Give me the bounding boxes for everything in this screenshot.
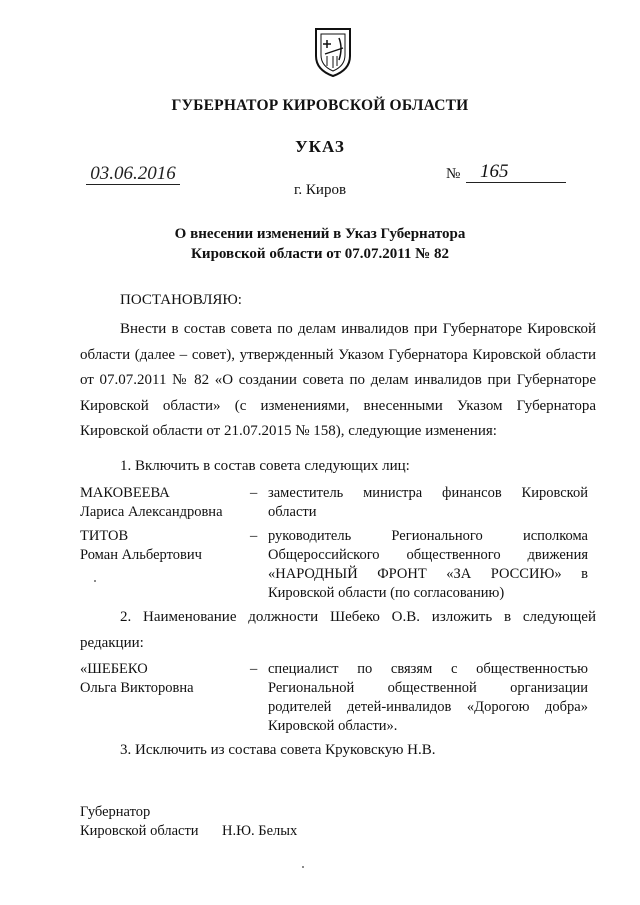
decree-word: ПОСТАНОВЛЯЮ: xyxy=(120,292,242,308)
member-1-name xyxy=(80,484,258,522)
city: г. Киров xyxy=(293,182,347,198)
kirov-coat-of-arms-icon xyxy=(313,26,353,78)
scan-speck xyxy=(302,866,304,868)
decree-number: 165 xyxy=(466,162,566,183)
renamed-member-role: специалист по связям с общественностью Региональной общественной организации родителей детей-инвалидов «Дорогою добра» Кировской области». xyxy=(268,661,588,734)
document-type: УКАЗ xyxy=(295,137,345,156)
member-1-surname: МАКОВЕЕВА xyxy=(80,485,170,501)
item-3: 3. Исключить из состава совета Круковскую Н.В. xyxy=(120,742,436,758)
scan-speck xyxy=(94,580,96,582)
decree-date: 03.06.2016 xyxy=(86,164,180,185)
renamed-member-given-name: Ольга Викторовна xyxy=(80,680,194,696)
member-2-dash: – xyxy=(250,528,258,544)
signature-title-line-1: Губернатор xyxy=(80,804,151,820)
member-2-role: руководитель Регионального исполкома Общероссийского общественного движения «НАРОДНЫЙ ФРОНТ «ЗА РОССИЮ» в Кировской области (по согласованию) xyxy=(268,528,588,601)
member-2-name xyxy=(80,527,258,565)
signature-title-line-2: Кировской области xyxy=(80,823,199,839)
item-2: 2. Наименование должности Шебеко О.В. изложить в следующей редакции: xyxy=(80,609,596,651)
subject-line-1: О внесении изменений в Указ Губернатора xyxy=(174,226,466,242)
renamed-member-name xyxy=(80,660,258,698)
member-1-role: заместитель министра финансов Кировской области xyxy=(268,485,588,520)
signature-name: Н.Ю. Белых xyxy=(222,823,298,839)
number-label: № xyxy=(446,166,461,182)
member-1-dash: – xyxy=(250,485,258,501)
renamed-member-surname: «ШЕБЕКО xyxy=(80,661,148,677)
subject-line-2: Кировской области от 07.07.2011 № 82 xyxy=(191,246,449,262)
item-1: 1. Включить в состав совета следующих лиц: xyxy=(120,458,410,474)
member-1-given-name: Лариса Александровна xyxy=(80,504,223,520)
decree-subject xyxy=(0,224,640,264)
intro-paragraph: Внести в состав совета по делам инвалидов при Губернаторе Кировской области (далее – совет), утвержденный Указом Губернатора Кировской области от 07.07.2011 № 82 «О создании совета по делам инвалидов при Губернаторе Кировской области» (с изменениями, внесенными Указом Губернатора Кировской области от 21.07.2015 № 158), следующие изменения: xyxy=(80,321,596,439)
renamed-member-dash: – xyxy=(250,661,258,677)
issuer-title: ГУБЕРНАТОР КИРОВСКОЙ ОБЛАСТИ xyxy=(171,97,469,114)
member-2-given-name: Роман Альбертович xyxy=(80,547,202,563)
member-2-surname: ТИТОВ xyxy=(80,528,129,544)
